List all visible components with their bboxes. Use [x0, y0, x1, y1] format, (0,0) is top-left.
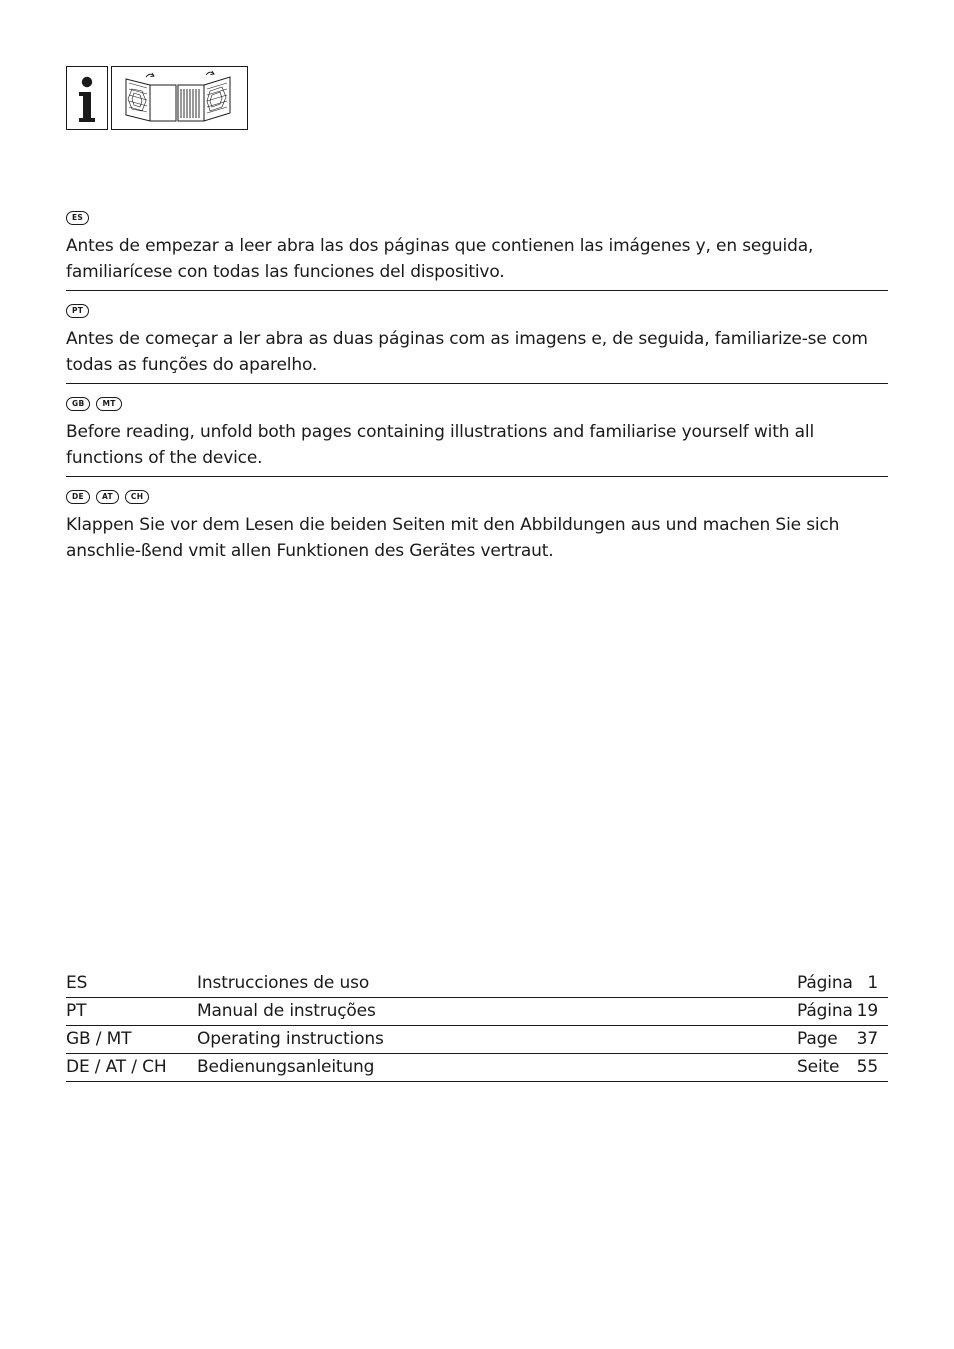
toc-page-label: Página [797, 1001, 853, 1021]
unfold-pages-icon [111, 66, 248, 130]
toc-row[interactable] [66, 1026, 888, 1054]
toc-row[interactable] [66, 998, 888, 1026]
language-badges [66, 490, 888, 505]
language-badges [66, 304, 888, 319]
section-es [66, 211, 888, 285]
language-badges [66, 211, 888, 226]
toc-page-label: Página [797, 973, 853, 993]
section-de-at-ch [66, 490, 888, 564]
toc-title: Operating instructions [197, 1029, 384, 1049]
language-badge: AT [96, 490, 119, 504]
toc-language-code: DE / AT / CH [66, 1057, 167, 1077]
section-gb-mt [66, 397, 888, 471]
toc-title: Manual de instruções [197, 1001, 376, 1021]
language-badges [66, 397, 888, 412]
language-badge: GB [66, 397, 90, 411]
toc-page-number: 37 [856, 1029, 878, 1049]
info-icon [66, 66, 108, 130]
table-of-contents [66, 970, 888, 1082]
section-pt [66, 304, 888, 378]
section-text: Antes de começar a ler abra as duas páginas com as imagens e, de seguida, familiarize-se com todas as funções do aparelho. [66, 329, 868, 375]
toc-title: Bedienungsanleitung [197, 1057, 375, 1077]
divider [66, 383, 888, 384]
section-text: Antes de empezar a leer abra las dos páginas que contienen las imágenes y, en seguida, familiarícese con todas las funciones del dispositivo. [66, 236, 814, 282]
toc-language-code: ES [66, 973, 88, 993]
toc-language-code: PT [66, 1001, 87, 1021]
language-badge: ES [66, 211, 89, 225]
divider [66, 290, 888, 291]
toc-page-label: Seite [797, 1057, 840, 1077]
language-badge: PT [66, 304, 89, 318]
section-text: Klappen Sie vor dem Lesen die beiden Seiten mit den Abbildungen aus und machen Sie sich anschlie-ßend vmit allen Funktionen des Gerätes vertraut. [66, 515, 840, 561]
section-text: Before reading, unfold both pages containing illustrations and familiarise yourself with all functions of the device. [66, 422, 815, 468]
language-badge: DE [66, 490, 90, 504]
toc-page-number: 19 [856, 1001, 878, 1021]
toc-title: Instrucciones de uso [197, 973, 370, 993]
divider [66, 476, 888, 477]
language-badge: CH [125, 490, 149, 504]
toc-language-code: GB / MT [66, 1029, 132, 1049]
toc-row[interactable] [66, 970, 888, 998]
language-badge: MT [96, 397, 121, 411]
toc-row[interactable] [66, 1054, 888, 1082]
toc-page-label: Page [797, 1029, 838, 1049]
toc-page-number: 55 [856, 1057, 878, 1077]
toc-page-number: 1 [867, 973, 878, 993]
